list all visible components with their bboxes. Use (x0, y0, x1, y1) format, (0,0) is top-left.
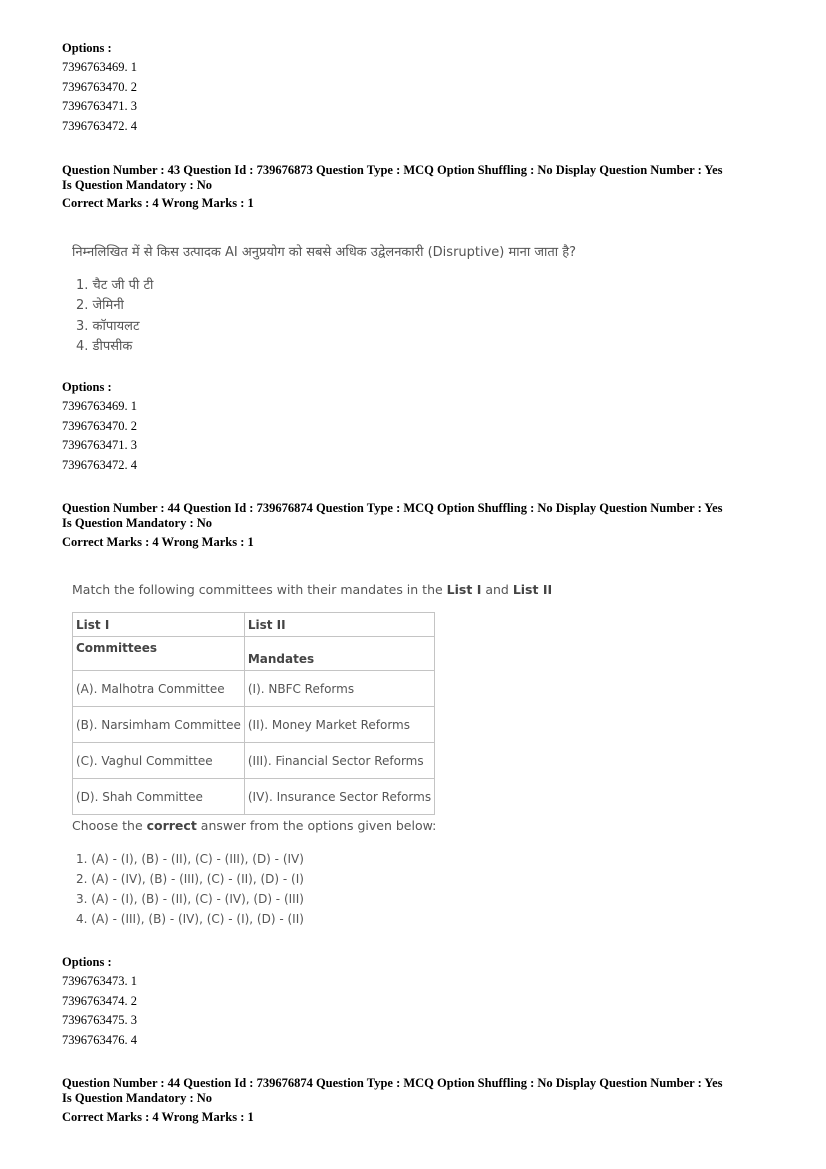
instruction-list2: List II (512, 582, 553, 597)
table-header-list1: List I (73, 613, 245, 637)
instruction-and: and (481, 582, 513, 597)
options-label: Options : (62, 41, 112, 55)
question-mandatory: Is Question Mandatory : No (62, 178, 213, 192)
answer-choice: 4. डीपसीक (76, 339, 133, 354)
table-row (73, 671, 435, 707)
table-cell: (B). Narsimham Committee (73, 707, 245, 743)
answer-choice: 3. (A) - (I), (B) - (II), (C) - (IV), (D) - (III) (76, 892, 304, 906)
table-cell: (IV). Insurance Sector Reforms (244, 779, 434, 815)
option-id: 7396763473. 1 (62, 974, 137, 988)
table-header-list2: List II (244, 613, 434, 637)
option-id: 7396763474. 2 (62, 994, 137, 1008)
table-cell: (D). Shah Committee (73, 779, 245, 815)
table-cell: (II). Money Market Reforms (244, 707, 434, 743)
table-cell: (A). Malhotra Committee (73, 671, 245, 707)
option-id: 7396763476. 4 (62, 1033, 137, 1047)
choose-text: Choose the (72, 818, 147, 833)
table-row (73, 779, 435, 815)
option-id: 7396763470. 2 (62, 419, 137, 433)
option-id: 7396763471. 3 (62, 438, 137, 452)
question-mandatory: Is Question Mandatory : No (62, 1091, 213, 1105)
option-id: 7396763472. 4 (62, 458, 137, 472)
answer-choice: 2. जेमिनी (76, 298, 124, 313)
option-id: 7396763475. 3 (62, 1013, 137, 1027)
question-stem: निम्नलिखित में से किस उत्पादक AI अनुप्रयोग को सबसे अधिक उद्वेलनकारी (Disruptive) माना जाता है? (72, 245, 577, 260)
choose-text-post: answer from the options given below: (196, 818, 437, 833)
answer-choice: 3. कॉपायलट (76, 319, 140, 334)
option-id: 7396763469. 1 (62, 399, 137, 413)
question-header: Question Number : 44 Question Id : 739676874 Question Type : MCQ Option Shuffling : No Display Question Number : Yes (62, 501, 723, 515)
answer-choice: 2. (A) - (IV), (B) - (III), (C) - (II), (D) - (I) (76, 872, 304, 886)
question-marks: Correct Marks : 4 Wrong Marks : 1 (62, 1110, 254, 1124)
question-instruction (72, 582, 552, 597)
answer-choice: 1. चैट जी पी टी (76, 278, 154, 293)
question-mandatory: Is Question Mandatory : No (62, 516, 213, 530)
instruction-list1: List I (446, 582, 482, 597)
match-table (72, 612, 435, 815)
question-marks: Correct Marks : 4 Wrong Marks : 1 (62, 196, 254, 210)
table-cell: (III). Financial Sector Reforms (244, 743, 434, 779)
table-row (73, 743, 435, 779)
question-header: Question Number : 44 Question Id : 739676874 Question Type : MCQ Option Shuffling : No Display Question Number : Yes (62, 1076, 723, 1090)
option-id: 7396763469. 1 (62, 60, 137, 74)
answer-choice: 4. (A) - (III), (B) - (IV), (C) - (I), (D) - (II) (76, 912, 304, 926)
table-row (73, 707, 435, 743)
option-id: 7396763472. 4 (62, 119, 137, 133)
instruction-text: Match the following committees with their mandates in the (72, 582, 447, 597)
table-subheader-mandates: Mandates (244, 637, 434, 671)
options-label: Options : (62, 955, 112, 969)
answer-choice: 1. (A) - (I), (B) - (II), (C) - (III), (D) - (IV) (76, 852, 304, 866)
question-marks: Correct Marks : 4 Wrong Marks : 1 (62, 535, 254, 549)
table-subheader-committees: Committees (73, 637, 245, 671)
table-cell: (I). NBFC Reforms (244, 671, 434, 707)
options-label: Options : (62, 380, 112, 394)
table-cell: (C). Vaghul Committee (73, 743, 245, 779)
choose-instruction (72, 818, 436, 833)
question-header: Question Number : 43 Question Id : 739676873 Question Type : MCQ Option Shuffling : No Display Question Number : Yes (62, 163, 723, 177)
option-id: 7396763471. 3 (62, 99, 137, 113)
choose-bold: correct (146, 818, 197, 833)
option-id: 7396763470. 2 (62, 80, 137, 94)
